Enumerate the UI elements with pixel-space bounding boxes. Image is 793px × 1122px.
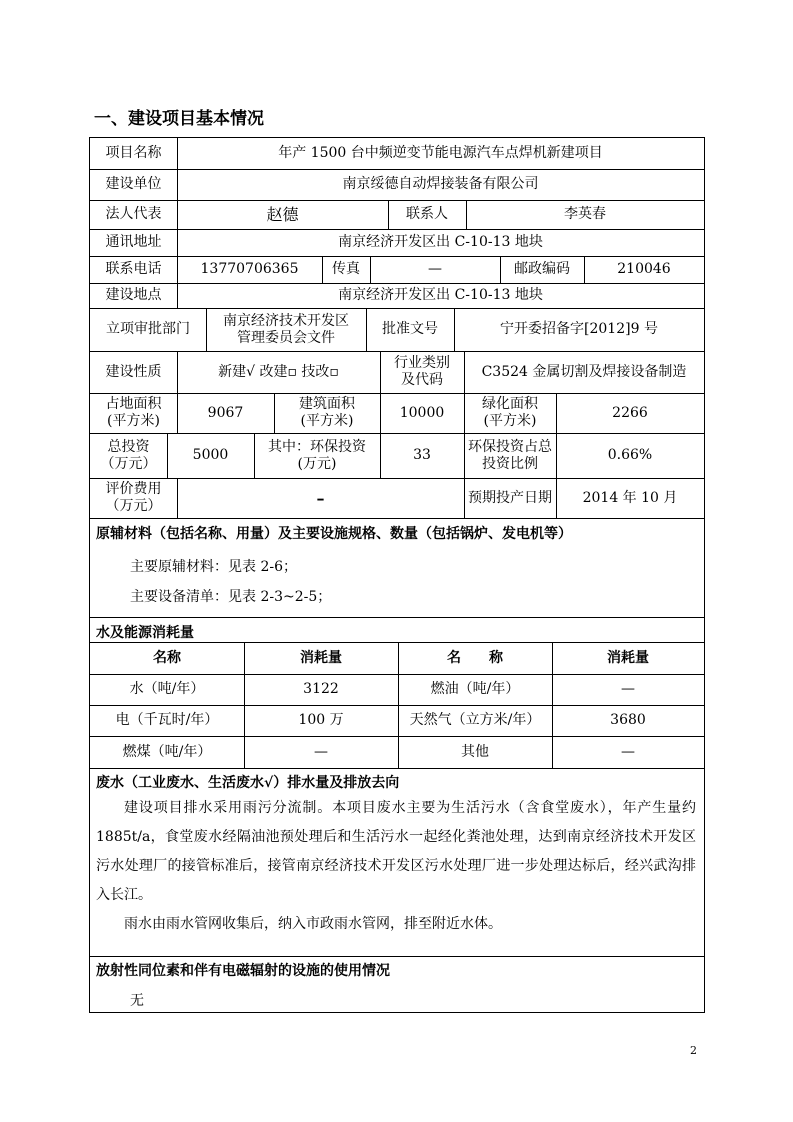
postcode-label: 邮政编码	[514, 261, 570, 277]
build-area-label	[274, 393, 380, 433]
site-value: 南京经济开发区出 C-10-13 地块	[338, 287, 543, 303]
postcode-value: 210046	[617, 261, 671, 277]
energy-title: 水及能源消耗量	[96, 625, 194, 641]
wastewater-body	[96, 794, 696, 939]
contact-label: 联系人	[406, 206, 448, 222]
env-ratio-value: 0.66%	[607, 447, 653, 463]
energy-row-name: 燃煤（吨/年）	[122, 743, 212, 760]
energy-row-name: 燃油（吨/年）	[430, 681, 520, 697]
legal-rep-value: 赵德	[266, 205, 299, 224]
land-area-label	[90, 393, 177, 433]
energy-row-value: 3122	[303, 681, 339, 697]
contact-value: 李英春	[564, 206, 606, 222]
total-invest-value: 5000	[192, 447, 229, 463]
energy-row-value: —	[621, 743, 635, 760]
section-heading: 一、建设项目基本情况	[94, 109, 264, 129]
materials-title: 原辅材料（包括名称、用量）及主要设施规格、数量（包括锅炉、发电机等）	[96, 526, 572, 542]
approval-dept-line1: 南京经济技术开发区	[223, 312, 349, 329]
nature-value: 新建√ 改建▫ 技改▫	[218, 363, 339, 380]
address-label: 通讯地址	[105, 234, 162, 250]
approval-dept-line2: 管理委员会文件	[237, 329, 335, 346]
approval-doc-value: 宁开委招备字[2012]9 号	[500, 321, 658, 337]
energy-row-name: 电（千瓦时/年）	[115, 712, 219, 728]
energy-col-name2: 名 称	[447, 649, 503, 666]
land-area-label-line2: (平方米)	[107, 413, 160, 429]
industry-label	[380, 351, 464, 393]
materials-line2: 主要设备清单：见表 2-3~2-5；	[130, 589, 332, 605]
eval-fee-label-line2: （万元）	[105, 498, 162, 514]
land-area-label-line1: 占地面积	[105, 396, 162, 412]
energy-row-name: 水（吨/年）	[129, 681, 205, 697]
env-invest-label	[254, 433, 380, 478]
eval-fee-label	[90, 478, 177, 518]
phone-label: 联系电话	[105, 261, 162, 277]
page-number: 2	[690, 1044, 697, 1057]
eval-fee-value: –	[316, 488, 325, 508]
materials-line1: 主要原辅材料：见表 2-6；	[130, 559, 297, 575]
builder-value: 南京绥德自动焊接装备有限公司	[342, 176, 539, 192]
site-label: 建设地点	[105, 287, 162, 303]
nature-label: 建设性质	[105, 363, 162, 380]
env-ratio-label-line1: 环保投资占总	[468, 438, 552, 455]
industry-value: C3524 金属切割及焊接设备制造	[481, 363, 687, 380]
phone-value: 13770706365	[200, 261, 299, 277]
radiation-content: 无	[130, 993, 144, 1009]
env-invest-label-line2: (万元)	[297, 455, 337, 472]
env-ratio-label	[464, 433, 556, 478]
env-invest-label-line1: 其中：环保投资	[268, 438, 366, 455]
approval-doc-label: 批准文号	[382, 321, 438, 337]
start-date-label: 预期投产日期	[468, 489, 552, 506]
project-name-value: 年产 1500 台中频逆变节能电源汽车点焊机新建项目	[278, 145, 603, 161]
project-info-table	[89, 137, 705, 1013]
energy-row-value: —	[621, 681, 635, 697]
total-invest-label	[90, 433, 167, 478]
industry-label-line1: 行业类别	[394, 355, 450, 371]
fax-label: 传真	[332, 261, 360, 277]
builder-label: 建设单位	[105, 176, 162, 192]
green-area-label-line2: (平方米)	[483, 413, 537, 429]
energy-row-value: —	[314, 743, 328, 760]
wastewater-para1: 建设项目排水采用雨污分流制。本项目废水主要为生活污水（含食堂废水），年产生量约 1885t/a，食堂废水经隔油池预处理后和生活污水一起经化粪池处理，达到南京经济技术开发区污水处理厂的接管标准后，接管南京经济技术开发区污水处理厂进一步处理达标后，经兴武沟排入长江。	[96, 800, 696, 903]
radiation-title: 放射性同位素和伴有电磁辐射的设施的使用情况	[96, 963, 390, 979]
energy-row-value: 3680	[610, 712, 646, 728]
green-area-label-line1: 绿化面积	[482, 396, 538, 412]
total-invest-label-line2: （万元）	[100, 455, 157, 472]
wastewater-title: 废水（工业废水、生活废水√）排水量及排放去向	[96, 775, 400, 791]
build-area-value: 10000	[399, 404, 445, 421]
project-name-label: 项目名称	[105, 145, 162, 161]
approval-dept-label: 立项审批部门	[106, 321, 190, 337]
total-invest-label-line1: 总投资	[107, 438, 150, 455]
energy-row-value: 100 万	[298, 712, 344, 728]
legal-rep-label: 法人代表	[105, 206, 162, 222]
green-area-value: 2266	[612, 404, 648, 421]
energy-col-amount: 消耗量	[300, 649, 342, 666]
energy-row-name: 其他	[461, 743, 489, 760]
env-invest-value: 33	[413, 447, 431, 463]
env-ratio-label-line2: 投资比例	[482, 455, 538, 472]
start-date-value: 2014 年 10 月	[582, 489, 678, 506]
build-area-label-line2: (平方米)	[300, 413, 354, 429]
land-area-value: 9067	[207, 404, 244, 421]
fax-value: —	[428, 261, 442, 277]
address-value: 南京经济开发区出 C-10-13 地块	[338, 234, 543, 250]
build-area-label-line1: 建筑面积	[299, 396, 355, 412]
approval-dept-value	[206, 308, 366, 351]
eval-fee-label-line1: 评价费用	[105, 481, 162, 497]
energy-col-name: 名称	[153, 649, 181, 666]
green-area-label	[464, 393, 556, 433]
wastewater-para2: 雨水由雨水管网收集后，纳入市政雨水管网，排至附近水体。	[124, 916, 502, 932]
industry-label-line2: 及代码	[401, 372, 443, 388]
energy-row-name: 天然气（立方米/年）	[409, 712, 541, 728]
energy-col-amount2: 消耗量	[607, 649, 649, 666]
